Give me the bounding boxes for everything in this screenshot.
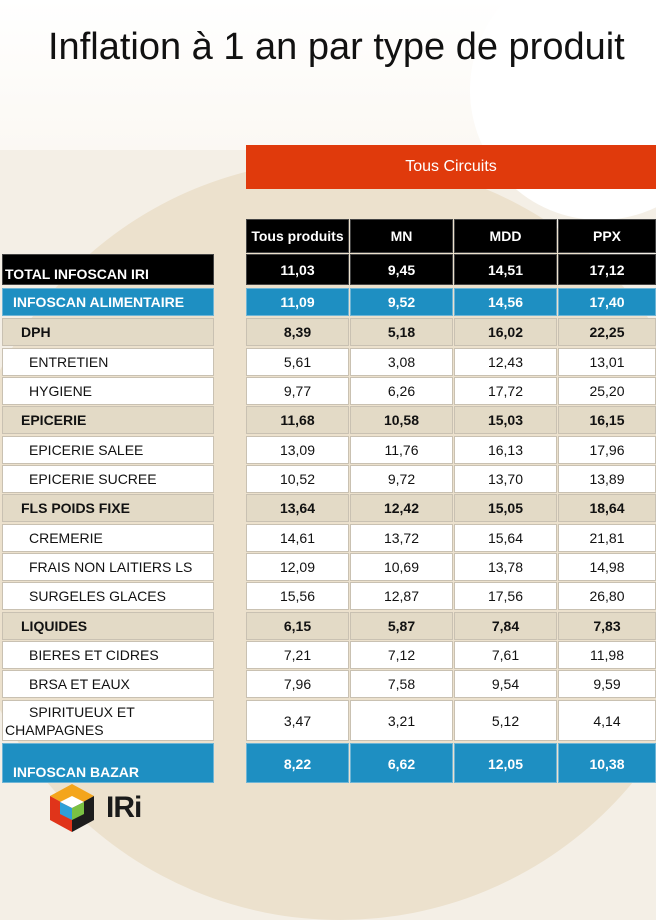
row-label: DPH [2, 318, 214, 346]
table-cell: 15,56 [246, 582, 349, 610]
table-cell: 14,51 [454, 254, 557, 285]
table-cell: 5,61 [246, 348, 349, 376]
row-label: LIQUIDES [2, 612, 214, 640]
table-cell: 22,25 [558, 318, 656, 346]
table-cell: 9,45 [350, 254, 453, 285]
circuit-banner: Tous Circuits [246, 145, 656, 189]
table-cell: 11,98 [558, 641, 656, 669]
row-label: EPICERIE SUCREE [2, 465, 214, 493]
table-cell: 13,78 [454, 553, 557, 581]
column-header: MDD [454, 219, 557, 253]
table-cell: 5,87 [350, 612, 453, 640]
table-cell: 10,52 [246, 465, 349, 493]
table-cell: 12,09 [246, 553, 349, 581]
table-cell: 12,42 [350, 494, 453, 522]
row-label: SURGELES GLACES [2, 582, 214, 610]
table-cell: 16,02 [454, 318, 557, 346]
table-cell: 13,01 [558, 348, 656, 376]
table-cell: 17,72 [454, 377, 557, 405]
table-cell: 12,05 [454, 743, 557, 783]
table-cell: 10,38 [558, 743, 656, 783]
row-label: FRAIS NON LAITIERS LS [2, 553, 214, 581]
table-cell: 5,12 [454, 700, 557, 741]
row-label: BRSA ET EAUX [2, 670, 214, 698]
iri-logo [46, 782, 141, 834]
row-label: FLS POIDS FIXE [2, 494, 214, 522]
table-cell: 7,58 [350, 670, 453, 698]
table-cell: 12,43 [454, 348, 557, 376]
table-cell: 12,87 [350, 582, 453, 610]
logo-text: IRi [106, 791, 142, 824]
table-cell: 13,89 [558, 465, 656, 493]
table-cell: 7,84 [454, 612, 557, 640]
table-cell: 15,05 [454, 494, 557, 522]
table-cell: 8,22 [246, 743, 349, 783]
table-cell: 14,61 [246, 524, 349, 552]
table-cell: 6,15 [246, 612, 349, 640]
table-cell: 11,03 [246, 254, 349, 285]
table-cell: 5,18 [350, 318, 453, 346]
table-cell: 10,69 [350, 553, 453, 581]
row-label: INFOSCAN ALIMENTAIRE [2, 288, 214, 316]
table-cell: 16,13 [454, 436, 557, 464]
table-cell: 7,61 [454, 641, 557, 669]
table-cell: 25,20 [558, 377, 656, 405]
row-label: HYGIENE [2, 377, 214, 405]
iri-cube-logo-icon [46, 782, 98, 834]
table-cell: 26,80 [558, 582, 656, 610]
table-cell: 6,26 [350, 377, 453, 405]
table-cell: 16,15 [558, 406, 656, 434]
table-cell: 8,39 [246, 318, 349, 346]
column-header: PPX [558, 219, 656, 253]
table-cell: 7,96 [246, 670, 349, 698]
table-cell: 14,98 [558, 553, 656, 581]
row-label: INFOSCAN BAZAR [2, 743, 214, 783]
table-cell: 17,56 [454, 582, 557, 610]
table-cell: 9,52 [350, 288, 453, 316]
table-cell: 3,47 [246, 700, 349, 741]
table-cell: 3,21 [350, 700, 453, 741]
table-cell: 17,12 [558, 254, 656, 285]
table-cell: 9,77 [246, 377, 349, 405]
table-cell: 9,59 [558, 670, 656, 698]
table-cell: 14,56 [454, 288, 557, 316]
table-cell: 17,40 [558, 288, 656, 316]
row-label: ENTRETIEN [2, 348, 214, 376]
table-cell: 7,12 [350, 641, 453, 669]
table-cell: 7,83 [558, 612, 656, 640]
row-label: TOTAL INFOSCAN IRI [2, 254, 214, 285]
table-cell: 13,70 [454, 465, 557, 493]
table-cell: 13,72 [350, 524, 453, 552]
row-label: CREMERIE [2, 524, 214, 552]
table-cell: 6,62 [350, 743, 453, 783]
table-cell: 11,68 [246, 406, 349, 434]
column-header: MN [350, 219, 453, 253]
table-cell: 15,64 [454, 524, 557, 552]
table-cell: 17,96 [558, 436, 656, 464]
table-cell: 7,21 [246, 641, 349, 669]
table-cell: 13,09 [246, 436, 349, 464]
row-label: EPICERIE [2, 406, 214, 434]
table-cell: 13,64 [246, 494, 349, 522]
table-cell: 15,03 [454, 406, 557, 434]
table-cell: 9,54 [454, 670, 557, 698]
table-cell: 3,08 [350, 348, 453, 376]
row-label: BIERES ET CIDRES [2, 641, 214, 669]
column-header: Tous produits [246, 219, 349, 253]
table-cell: 4,14 [558, 700, 656, 741]
row-label: SPIRITUEUX ET CHAMPAGNES [2, 700, 214, 741]
page-title: Inflation à 1 an par type de produit [48, 26, 625, 68]
row-label: EPICERIE SALEE [2, 436, 214, 464]
table-cell: 11,09 [246, 288, 349, 316]
table-cell: 10,58 [350, 406, 453, 434]
table-cell: 21,81 [558, 524, 656, 552]
table-cell: 11,76 [350, 436, 453, 464]
table-cell: 9,72 [350, 465, 453, 493]
table-cell: 18,64 [558, 494, 656, 522]
